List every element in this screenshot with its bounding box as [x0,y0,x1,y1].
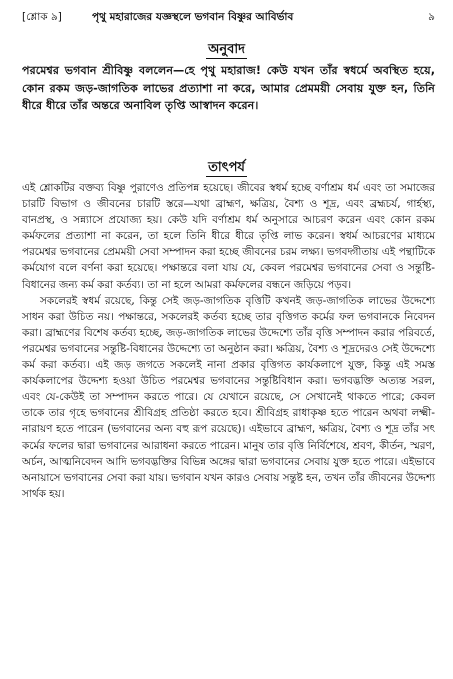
purport-paragraph: এই শ্লোকটির বক্তব্য বিষ্ণু পুরাণেও প্রতিপন্ন হয়েছে। জীবের স্বধর্ম হচ্ছে বর্ণাশ্রম ধর্ম এবং তা সমাজের চারটি বিভাগ ও জীবনের চারটি স্তরে—যথা ব্রাহ্মণ, ক্ষত্রিয়, বৈশ্য ও শূদ্র, এবং ব্রহ্মচর্য, গার্হস্থ্য, বানপ্রস্থ, ও সন্ন্যাসে প্রযোজ্য হয়। কেউ যদি বর্ণাশ্রম ধর্ম অনুসারে আচরণ করেন এবং কোন রকম কর্মফলের প্রত্যাশা না করেন, তা হলে তিনি ধীরে ধীরে তৃপ্তি লাভ করেন। স্বধর্ম আচরণের মাধ্যমে পরমেশ্বর ভগবানের প্রেমময়ী সেবা সম্পাদন করা হচ্ছে জীবনের চরম লক্ষ্য। ভগবদ্গীতায় এই পন্থাটিকে কর্মযোগ বলে বর্ণনা করা হয়েছে। পক্ষান্তরে বলা যায় যে, কেবল পরমেশ্বর ভগবানের সেবা ও সন্তুষ্টি-বিধানের জন্য কর্ম করা কর্তব্য। তা না হলে আমরা কর্মফলের বন্ধনে জড়িয়ে পড়ব। [22,182,435,291]
translation-heading [0,40,453,61]
page-number: ৯ [428,11,435,23]
purport-body [22,180,435,502]
purport-paragraph: সকলেরই স্বধর্ম রয়েছে, কিন্তু সেই জড়-জাগতিক বৃত্তিটি কখনই জড়-জাগতিক লাভের উদ্দেশ্যে সাধন করা উচিত নয়। পক্ষান্তরে, সকলেরই কর্তব্য হচ্ছে তার বৃত্তিগত কর্মের ফল ভগবানকে নিবেদন করা। ব্রাহ্মণের বিশেষ কর্তব্য হচ্ছে, জড়-জাগতিক লাভের উদ্দেশ্যে তাঁর বৃত্তি সম্পাদন করার পরিবর্তে, পরমেশ্বর ভগবানের সন্তুষ্টি-বিধানের উদ্দেশ্যে তা অনুষ্ঠান করা। ক্ষত্রিয়, বৈশ্য ও শূদ্রদেরও সেই উদ্দেশ্যে কর্ম করা কর্তব্য। এই জড় জগতে সকলেই নানা প্রকার বৃত্তিগত কার্যকলাপে যুক্ত, কিন্তু এই সমস্ত কার্যকলাপের উদ্দেশ্য হওয়া উচিত পরমেশ্বর ভগবানের সন্তুষ্টিবিধান করা। ভগবদ্ভক্তি অত্যন্ত সরল, এবং যে-কেউই তা সম্পাদন করতে পারে। যে যেখানে রয়েছে, সে সেখানেই থাকতে পারে; কেবল তাকে তার গৃহে ভগবানের শ্রীবিগ্রহ প্রতিষ্ঠা করতে হবে। শ্রীবিগ্রহ রাধাকৃষ্ণ হতে পারেন অথবা লক্ষ্মী-নারায়ণ হতে পারেন (ভগবানের অন্য বহু রূপ রয়েছে)। এইভাবে ব্রাহ্মণ, ক্ষত্রিয়, বৈশ্য ও শূদ্র তাঁর সৎ কর্মের ফলের দ্বারা ভগবানের আরাধনা করতে পারেন। মানুষ তার বৃত্তি নির্বিশেষে, শ্রবণ, কীর্তন, স্মরণ, অর্চন, আত্মনিবেদন আদি ভগবদ্ভক্তির বিভিন্ন অঙ্গের দ্বারা ভগবানের সেবায় যুক্ত হতে পারে। এইভাবে অনায়াসে ভগবানের সেবা করা যায়। ভগবান যখন কারও সেবায় সন্তুষ্ট হন, তখন তাঁর জীবনের উদ্দেশ্য সার্থক হয়। [22,294,435,500]
purport-heading [0,158,453,179]
verse-reference: [শ্লোক ৯] [22,11,62,23]
running-title: পৃথু মহারাজের যজ্ঞস্থলে ভগবান বিষ্ণুর আবির্ভাব [92,11,294,23]
translation-heading-text: অনুবাদ [208,42,245,57]
purport-heading-text: তাৎপর্য [208,160,245,175]
translation-text: পরমেশ্বর ভগবান শ্রীবিষ্ণু বললেন—হে পৃথু মহারাজ! কেউ যখন তাঁর স্বধর্মে অবস্থিত হয়ে, কোন রকম জড়-জাগতিক লাভের প্রত্যাশা না করে, আমার প্রেমময়ী সেবায় যুক্ত হন, তিনি ধীরে ধীরে তাঁর অন্তরে অনাবিল তৃপ্তি আস্বাদন করেন। [22,64,435,113]
running-header [22,8,435,26]
